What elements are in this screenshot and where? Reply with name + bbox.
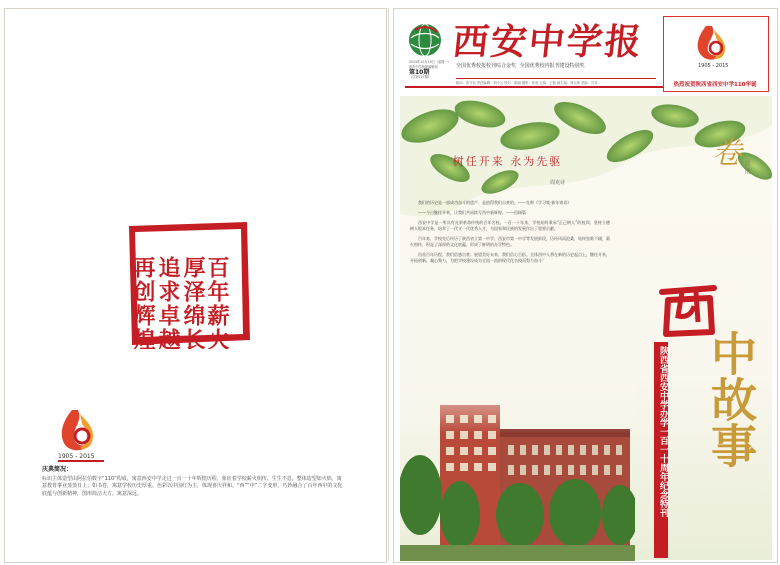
article-paragraph: 西安中学是一所具有光荣革命传统的百年名校。一百一十年来，学校始终秉承“正己树人”的校训，坚持立德树人根本任务，培养了一代又一代优秀人才，为国家和民族的发展作出了重要贡献。 (410, 220, 610, 231)
logo-description (42, 466, 344, 498)
cover-article (410, 200, 610, 268)
issue-info (409, 60, 461, 80)
issue-editor: 西安中学校报编辑部 (409, 65, 438, 69)
staff-line: 顾问：张守信 责任编辑：刘小云 校对：陈丽 摄影：张成 主编：王磊 副主编：刘元坤 美编：苏芳 (456, 78, 656, 85)
anniversary-logo (52, 402, 110, 464)
newspaper-title: 西安中学报 (450, 21, 645, 63)
seal-text-column: 厚泽绵长 (180, 256, 206, 349)
anniversary-seal (123, 218, 254, 349)
hero-quote-block (420, 153, 595, 186)
issue-number: 第10期 (409, 69, 430, 76)
seal-text-column: 再创辉煌 (130, 256, 156, 349)
juan-label: 首语 (743, 160, 750, 176)
anniversary-years: 1905 - 2015 (58, 453, 95, 460)
anniversary-years: 1905 - 2015 (698, 63, 729, 69)
article-paragraph: 百年来，学校先后经历了陕西省立第一中学、西安市第一中学等发展阶段，历经风雨沧桑，始终弦歌不辍，薪火相传，积淀了深厚的文化底蕴，形成了鲜明的办学特色。 (410, 236, 610, 247)
issue-date: 2015年10月19日（星期一） (409, 60, 451, 64)
awards-line: 全国优秀校报校刊综合金奖 全国优秀校内报刊建设特别奖 (456, 63, 585, 69)
center-fold (388, 8, 389, 561)
calligraphy-juan: 卷 (712, 136, 742, 171)
caption-text: 标识主体造型由阿拉伯数字“110”构成，寓意西安中学走过一百一十年辉煌历程，象征着学校薪火相传、生生不息。整体造型如火焰，寓意教育事业蒸蒸日上；如书卷，寓意学校历史厚重。色彩以中国红为主，体现喜庆祥和。“西”“中”二字变形，巧妙融合了百年西中的文化底蕴与创新精神，图形简洁大方，寓意深远。 (42, 475, 343, 497)
issue-total: （总第127期） (409, 75, 432, 79)
anniversary-logo (690, 22, 740, 70)
hero-heading: 树任开来 永为先驱 (452, 155, 563, 168)
anniversary-caption: 热烈祝贺陕西省西安中学110华诞 (673, 82, 757, 88)
school-building-photo (400, 365, 635, 561)
special-vertical-title: 中故事 (704, 330, 758, 468)
hero-author: 周克诗 (549, 180, 565, 186)
article-paragraph: 我们的历史是一部成功奋斗的遗产，是值得我们自豪的。——先师《学习集·新年寄语》 (418, 200, 572, 205)
newspaper-globe-logo (407, 22, 443, 58)
seal-text-column: 追求卓越 (155, 256, 181, 349)
seal-text-column: 百年薪火 (204, 256, 230, 349)
special-issue-band-text: 陕西省西安中学办学一百一十周年纪念特刊 (658, 346, 668, 517)
article-paragraph: 回首百年历程，我们倍感自豪；展望美好未来，我们信心百倍。全体西中人将在新的历史起点上，继往开来，开拓创新，凝心聚力，为把学校建设成为全国一流的现代化名校而努力奋斗！ (410, 252, 610, 263)
article-paragraph: ——今日继往开来，让我们共同续写西中新辉煌。——回顾篇 (418, 210, 526, 215)
caption-title: 庆典简况： (42, 466, 73, 473)
